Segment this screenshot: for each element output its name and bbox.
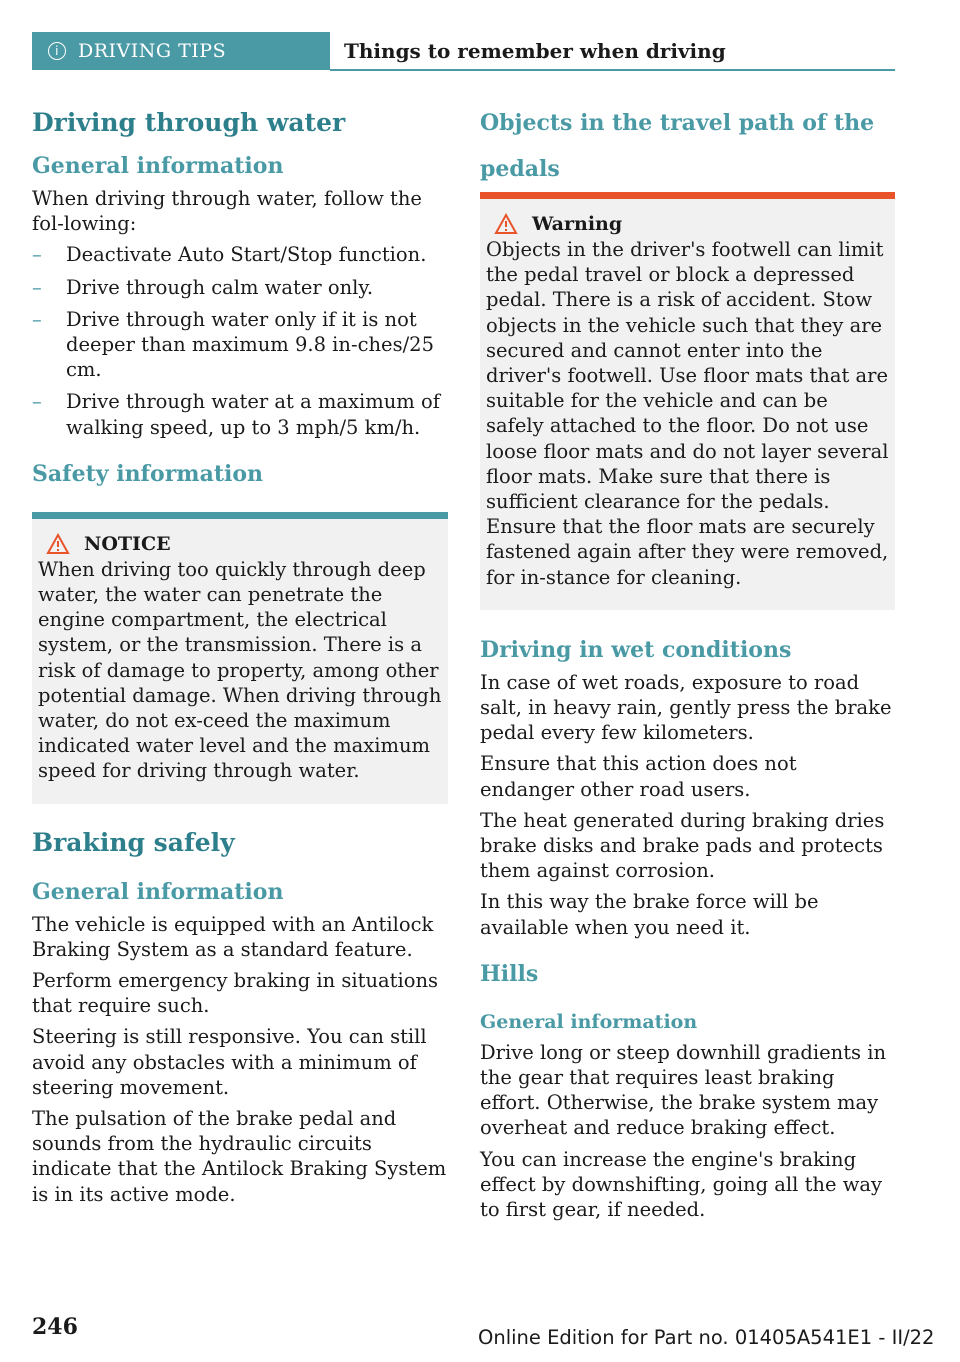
braking-paragraph: Steering is still responsive. You can still avoid any obstacles with a minimum of steering movement.: [32, 1025, 427, 1099]
notice-text: When driving too quickly through deep water, the water can penetrate the engine compartment, the electrical system, or the transmission. There is a risk of damage to property, among other potential damage. When driving through water, do not ex-ceed the maximum indicated water level and the maximum speed for driving through water.: [38, 557, 442, 783]
wet-paragraph: Ensure that this action does not endanger other road users.: [480, 752, 797, 801]
water-title: Driving through water: [32, 108, 346, 137]
pedals-heading: Objects in the travel path of the pedals: [480, 110, 875, 182]
right-column: [480, 100, 895, 1228]
chapter-title: Things to remember when driving: [344, 39, 726, 63]
warning-header: [486, 213, 889, 235]
warning-triangle-icon: [494, 213, 518, 235]
list-item: – Drive through calm water only.: [32, 275, 448, 300]
wet-heading: Driving in wet conditions: [480, 636, 792, 663]
notice-box: [32, 512, 448, 804]
water-intro: When driving through water, follow the fol-lowing:: [32, 187, 422, 236]
wet-paragraph: The heat generated during braking dries brake disks and brake pads and protects them against corrosion.: [480, 808, 885, 883]
left-column: [32, 100, 448, 1213]
hills-heading: Hills: [480, 960, 539, 987]
water-general-heading: General information: [32, 153, 284, 179]
safety-heading: Safety information: [32, 460, 264, 487]
hills-general-heading: General information: [480, 1010, 698, 1033]
warning-triangle-icon: [46, 533, 70, 555]
hills-paragraph: You can increase the engine's braking effect by downshifting, going all the way to first gear, if needed.: [480, 1147, 883, 1222]
braking-paragraph: Perform emergency braking in situations that require such.: [32, 969, 439, 1018]
list-item: – Drive through water only if it is not deeper than maximum 9.8 in-ches/25 cm.: [32, 307, 448, 383]
braking-paragraph: The pulsation of the brake pedal and sounds from the hydraulic circuits indicate that the Antilock Braking System is in its active mode.: [32, 1107, 447, 1206]
page-number: 246: [32, 1314, 78, 1340]
notice-header: [38, 533, 442, 555]
braking-paragraph: The vehicle is equipped with an Antilock Braking System as a standard feature.: [32, 912, 434, 961]
info-icon: i: [48, 42, 66, 60]
warning-text: Objects in the driver's footwell can limit the pedal travel or block a depressed pedal. There is a risk of accident. Stow objects in the vehicle such that they are secured and cannot enter into the driver's footwell. Use floor mats that are suitable for the vehicle and can be safely attached to the floor. Do not use loose floor mats and do not layer several floor mats. Make sure that there is sufficient clearance for the pedals. Ensure that the floor mats are securely fastened again after they were removed, for in-stance for cleaning.: [486, 238, 889, 589]
list-item: – Deactivate Auto Start/Stop function.: [32, 242, 448, 267]
list-item: – Drive through water at a maximum of walking speed, up to 3 mph/5 km/h.: [32, 389, 448, 439]
section-tab: [32, 32, 330, 70]
header-rule: [330, 69, 895, 71]
warning-box: [480, 192, 895, 610]
notice-label: NOTICE: [84, 532, 171, 555]
water-list: [32, 242, 448, 439]
wet-paragraph: In case of wet roads, exposure to road salt, in heavy rain, gently press the brake pedal every few kilometers.: [480, 670, 892, 745]
warning-label: Warning: [532, 213, 623, 235]
hills-paragraph: Drive long or steep downhill gradients in the gear that requires least braking effort. Otherwise, the brake system may overheat and reduce braking effect.: [480, 1040, 887, 1140]
braking-general-heading: General information: [32, 878, 284, 905]
braking-title: Braking safely: [32, 827, 235, 857]
edition-footer: Online Edition for Part no. 01405A541E1 - II/22: [478, 1326, 935, 1349]
wet-paragraph: In this way the brake force will be available when you need it.: [480, 890, 819, 939]
section-tab-label: DRIVING TIPS: [78, 40, 227, 62]
